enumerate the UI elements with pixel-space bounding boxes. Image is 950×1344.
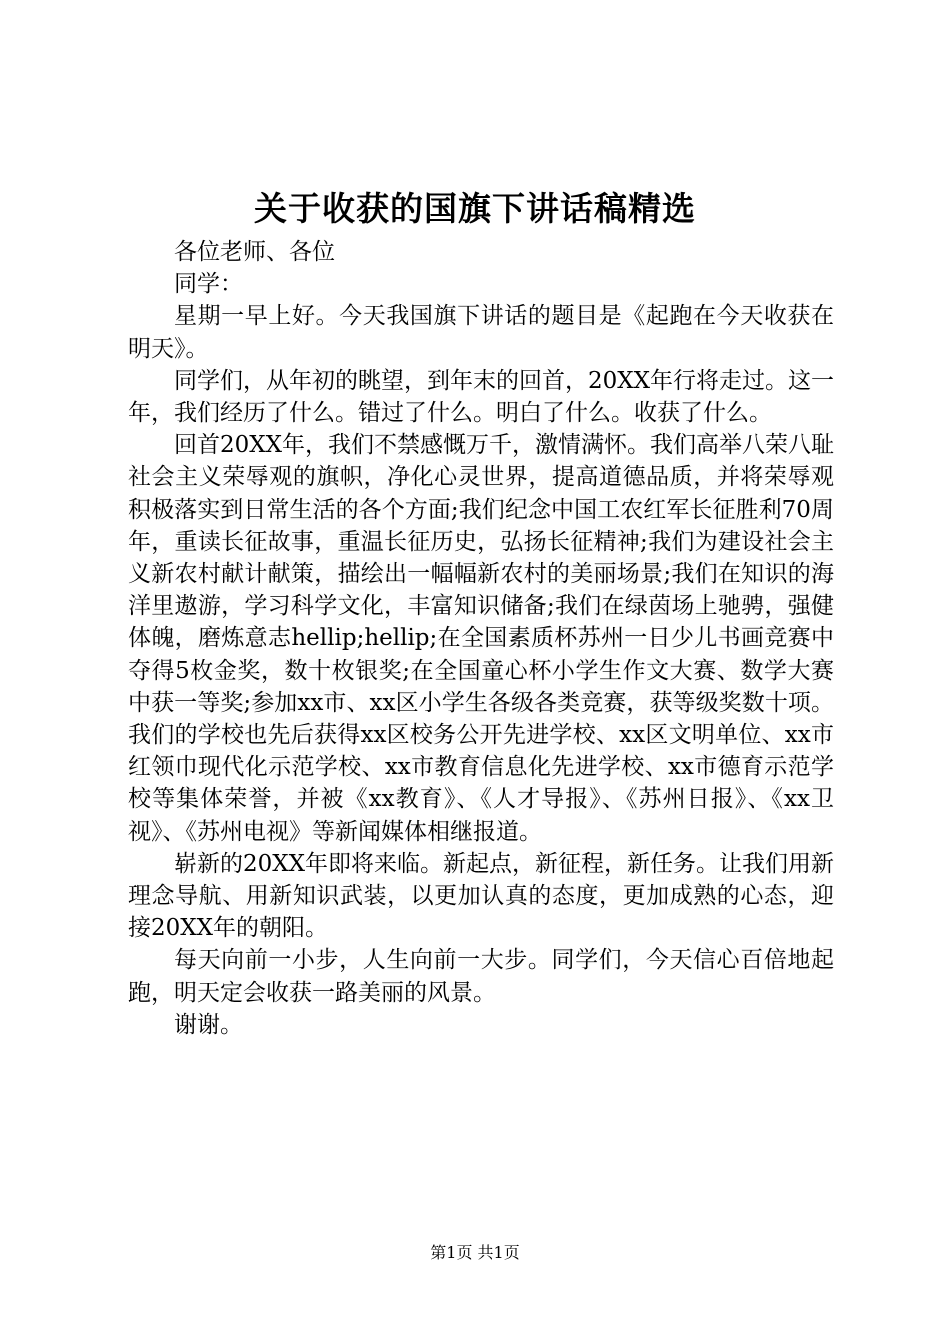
greeting-line-1: 各位老师、各位 bbox=[174, 239, 335, 265]
paragraph-encouragement: 每天向前一小步，人生向前一大步。同学们，今天信心百倍地起跑，明天定会收获一路美丽的风景。 bbox=[128, 947, 834, 1006]
paragraph-opening: 星期一早上好。今天我国旗下讲话的题目是《起跑在今天收获在明天》。 bbox=[128, 303, 834, 362]
greeting-line-2: 同学： bbox=[174, 271, 243, 298]
document-title: 关于收获的国旗下讲话稿精选 bbox=[254, 189, 696, 228]
paragraph-achievements: 回首20XX年，我们不禁感慨万千，激情满怀。我们高举八荣八耻社会主义荣辱观的旗帜，净化心灵世界，提高道德品质，并将荣辱观积极落实到日常生活的各个方面;我们纪念中国工农红军长征胜利70周年，重读长征故事，重温长征历史，弘扬长征精神;我们为建设社会主义新农村献计献策，描绘出一幅幅新农村的美丽场景;我们在知识的海洋里遨游，学习科学文化，丰富知识储备;我们在绿茵场上驰骋，强健体魄，磨炼意志hellip;hellip;在全国素质杯苏州一日少儿书画竞赛中夺得5枚金奖，数十枚银奖;在全国童心杯小学生作文大赛、数学大赛中获一等奖;参加xx市、xx区小学生各级各类竞赛，获等级奖数十项。我们的学校也先后获得xx区校务公开先进学校、xx区文明单位、xx市红领巾现代化示范学校、xx市教育信息化先进学校、xx市德育示范学校等集体荣誉，并被《xx教育》、《人才导报》、《苏州日报》、《xx卫视》、《苏州电视》等新闻媒体相继报道。 bbox=[128, 432, 835, 845]
paragraph-new-year: 崭新的20XX年即将来临。新起点，新征程，新任务。让我们用新理念导航、用新知识武装，以更加认真的态度，更加成熟的心态，迎接20XX年的朝阳。 bbox=[128, 850, 835, 942]
closing-thanks: 谢谢。 bbox=[174, 1011, 243, 1038]
page-number-footer: 第1页 共1页 bbox=[430, 1243, 520, 1262]
document-body bbox=[128, 236, 834, 1041]
paragraph-reflection: 同学们，从年初的眺望，到年末的回首，20XX年行将走过。这一年，我们经历了什么。错过了什么。明白了什么。收获了什么。 bbox=[128, 367, 835, 427]
